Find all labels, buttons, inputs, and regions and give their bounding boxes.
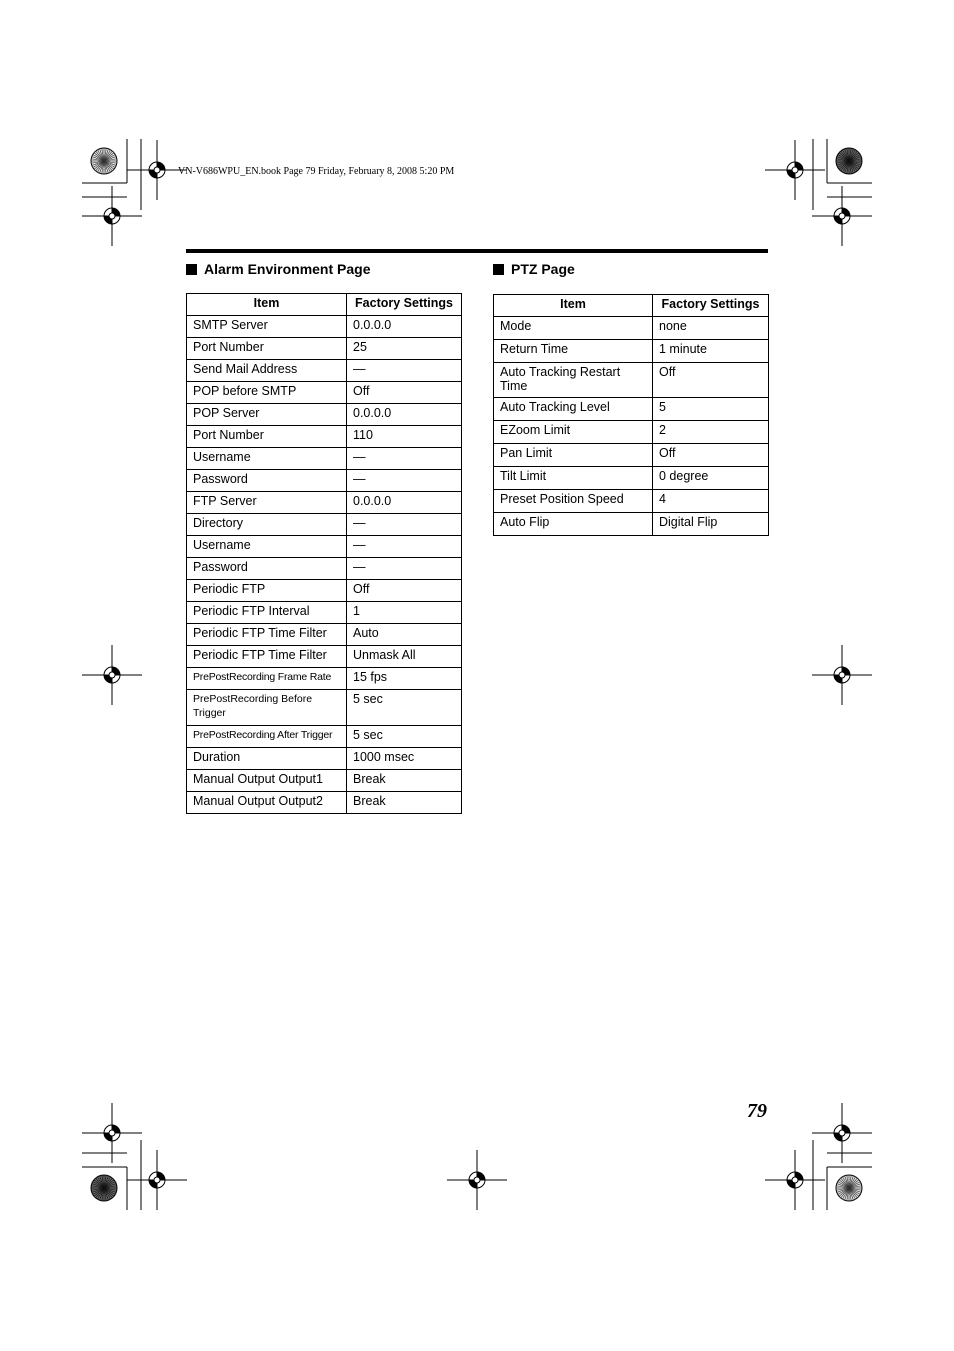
setting-item: PrePostRecording Frame Rate: [187, 668, 347, 690]
table-row: [494, 317, 769, 340]
table-row: [494, 513, 769, 536]
factory-setting-value: 0.0.0.0: [347, 492, 462, 514]
factory-setting-value: 2: [653, 421, 769, 444]
factory-setting-value: 1 minute: [653, 340, 769, 363]
factory-setting-value: —: [347, 536, 462, 558]
setting-item: Periodic FTP Time Filter: [187, 646, 347, 668]
setting-item: Periodic FTP: [187, 580, 347, 602]
table-row: [187, 536, 462, 558]
factory-setting-value: 0 degree: [653, 467, 769, 490]
table-row: [494, 398, 769, 421]
page-number: 79: [747, 1100, 767, 1122]
factory-setting-value: Auto: [347, 624, 462, 646]
table-row: [187, 624, 462, 646]
starburst-icon: [836, 1175, 862, 1201]
crosshair-icon: [82, 1103, 142, 1163]
setting-item: Mode: [494, 317, 653, 340]
table-row: [187, 646, 462, 668]
setting-item: Port Number: [187, 426, 347, 448]
setting-item: Manual Output Output2: [187, 792, 347, 814]
setting-item: Username: [187, 536, 347, 558]
table-row: [494, 467, 769, 490]
crosshair-icon: [812, 1103, 872, 1163]
column-header-factory-settings: Factory Settings: [347, 294, 462, 316]
starburst-icon: [91, 148, 117, 174]
table-row: [494, 444, 769, 467]
setting-item: FTP Server: [187, 492, 347, 514]
setting-item: Auto Flip: [494, 513, 653, 536]
table-row: [494, 490, 769, 513]
alarm-section-title: Alarm Environment Page: [204, 261, 371, 277]
square-bullet-icon: [493, 264, 504, 275]
crosshair-icon: [812, 645, 872, 705]
setting-item: Return Time: [494, 340, 653, 363]
factory-setting-value: 25: [347, 338, 462, 360]
table-row: [187, 382, 462, 404]
setting-item: Password: [187, 470, 347, 492]
factory-setting-value: 0.0.0.0: [347, 316, 462, 338]
table-row: [187, 726, 462, 748]
setting-item: Pan Limit: [494, 444, 653, 467]
crosshair-icon: [82, 186, 142, 246]
factory-setting-value: 0.0.0.0: [347, 404, 462, 426]
table-row: [494, 363, 769, 398]
table-row: [187, 558, 462, 580]
alarm-settings-table: [186, 293, 462, 814]
factory-setting-value: 5 sec: [347, 690, 462, 726]
factory-setting-value: none: [653, 317, 769, 340]
table-row: [187, 492, 462, 514]
ptz-settings-table: [493, 294, 769, 536]
setting-item: Periodic FTP Time Filter: [187, 624, 347, 646]
setting-item: Tilt Limit: [494, 467, 653, 490]
factory-setting-value: 110: [347, 426, 462, 448]
factory-setting-value: 1000 msec: [347, 748, 462, 770]
crosshair-icon: [765, 140, 825, 200]
setting-item: Send Mail Address: [187, 360, 347, 382]
table-row: [187, 792, 462, 814]
factory-setting-value: Off: [347, 382, 462, 404]
setting-item: Auto Tracking Restart Time: [494, 363, 653, 398]
table-row: [494, 421, 769, 444]
setting-item: PrePostRecording After Trigger: [187, 726, 347, 748]
setting-item: Password: [187, 558, 347, 580]
table-row: [187, 668, 462, 690]
factory-setting-value: 5: [653, 398, 769, 421]
factory-setting-value: Off: [347, 580, 462, 602]
table-row: [187, 448, 462, 470]
table-row: [187, 770, 462, 792]
starburst-icon: [91, 1175, 117, 1201]
setting-item: SMTP Server: [187, 316, 347, 338]
factory-setting-value: Break: [347, 792, 462, 814]
table-row: [187, 404, 462, 426]
setting-item: Duration: [187, 748, 347, 770]
table-row: [187, 338, 462, 360]
table-row: [187, 748, 462, 770]
table-row: [187, 690, 462, 726]
ptz-section-heading: [493, 261, 575, 277]
table-row: [187, 514, 462, 536]
table-row: [187, 470, 462, 492]
factory-setting-value: 5 sec: [347, 726, 462, 748]
crosshair-icon: [447, 1150, 507, 1210]
column-header-factory-settings: Factory Settings: [653, 295, 769, 317]
table-row: [187, 360, 462, 382]
factory-setting-value: Digital Flip: [653, 513, 769, 536]
setting-item: Username: [187, 448, 347, 470]
book-header-line: VN-V686WPU_EN.book Page 79 Friday, February 8, 2008 5:20 PM: [178, 166, 455, 177]
factory-setting-value: —: [347, 360, 462, 382]
setting-item: Auto Tracking Level: [494, 398, 653, 421]
crosshair-icon: [82, 645, 142, 705]
factory-setting-value: 15 fps: [347, 668, 462, 690]
setting-item: POP before SMTP: [187, 382, 347, 404]
setting-item: Manual Output Output1: [187, 770, 347, 792]
factory-setting-value: Off: [653, 444, 769, 467]
factory-setting-value: 1: [347, 602, 462, 624]
table-row: [187, 316, 462, 338]
factory-setting-value: 4: [653, 490, 769, 513]
crosshair-icon: [812, 186, 872, 246]
setting-item: PrePostRecording Before Trigger: [187, 690, 347, 726]
alarm-section-heading: [186, 261, 371, 277]
setting-item: Preset Position Speed: [494, 490, 653, 513]
factory-setting-value: Unmask All: [347, 646, 462, 668]
square-bullet-icon: [186, 264, 197, 275]
factory-setting-value: Off: [653, 363, 769, 398]
factory-setting-value: —: [347, 514, 462, 536]
setting-item: POP Server: [187, 404, 347, 426]
factory-setting-value: —: [347, 448, 462, 470]
factory-setting-value: Break: [347, 770, 462, 792]
factory-setting-value: —: [347, 470, 462, 492]
crosshair-icon: [765, 1150, 825, 1210]
column-header-item: Item: [494, 295, 653, 317]
table-row: [187, 426, 462, 448]
factory-setting-value: —: [347, 558, 462, 580]
ptz-section-title: PTZ Page: [511, 261, 575, 277]
starburst-icon: [836, 148, 862, 174]
setting-item: Port Number: [187, 338, 347, 360]
setting-item: Directory: [187, 514, 347, 536]
table-row: [187, 602, 462, 624]
table-row: [187, 580, 462, 602]
section-rule: [186, 249, 768, 253]
table-row: [494, 340, 769, 363]
column-header-item: Item: [187, 294, 347, 316]
setting-item: EZoom Limit: [494, 421, 653, 444]
crosshair-icon: [127, 1150, 187, 1210]
setting-item: Periodic FTP Interval: [187, 602, 347, 624]
